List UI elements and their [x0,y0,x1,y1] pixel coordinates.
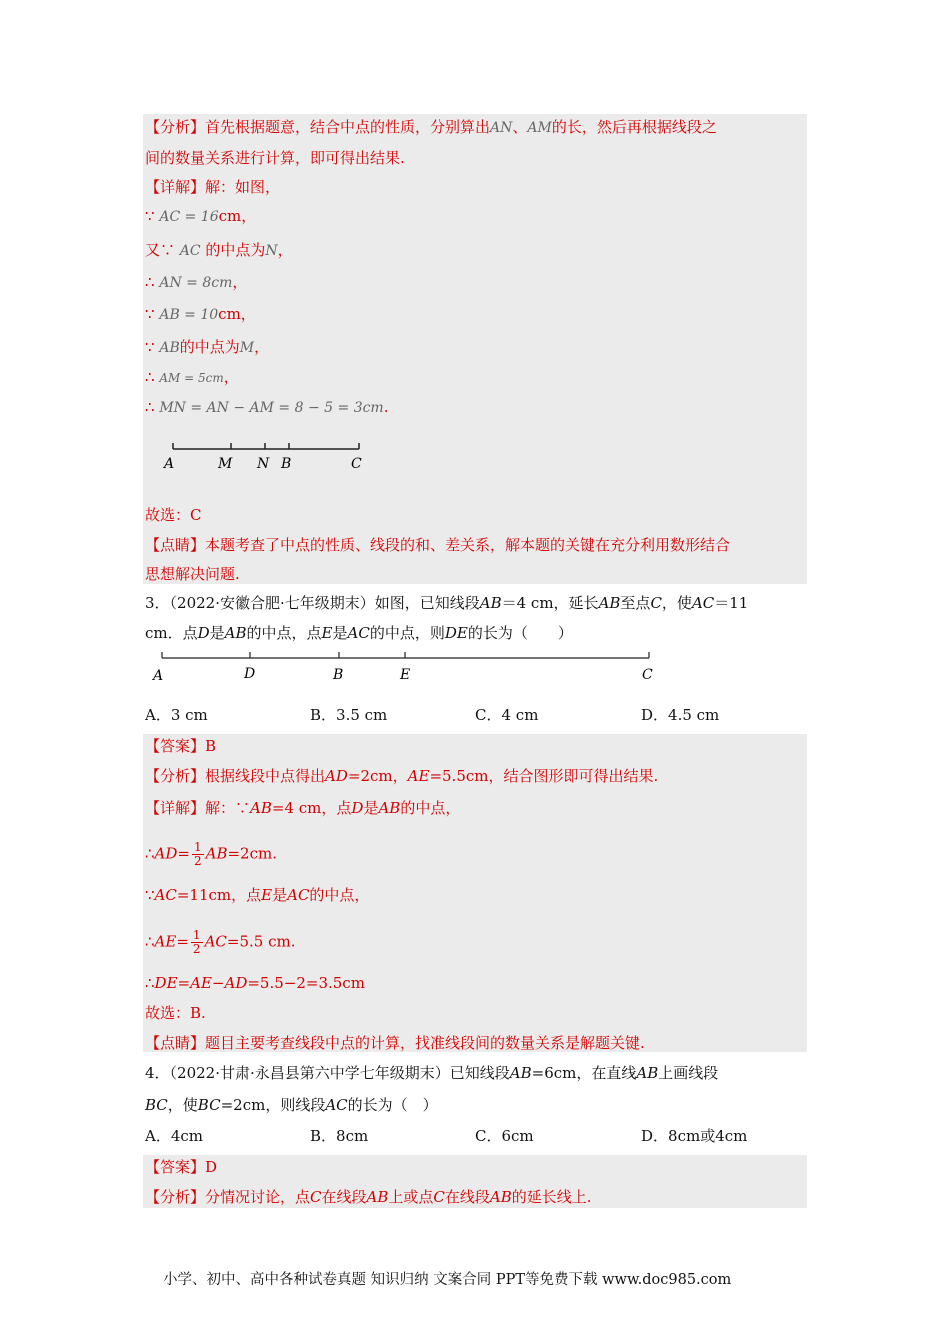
q4-analysis: 【分析】分情况讨论，点C在线段AB上或点C在线段AB的延长线上. [145,1188,592,1206]
step-4: ∵ AB = 10cm， [145,305,256,323]
q3-analysis: 【分析】根据线段中点得出AD=2cm，AE=5.5cm，结合图形即可得出结果. [145,767,659,785]
q3-option-d: D．4.5 cm [641,706,720,724]
analysis-line-1: 【分析】首先根据题意，结合中点的性质，分别算出AN、AM的长，然后再根据线段之 [145,118,717,136]
choice-line: 故选：C [145,506,202,524]
step-5: ∵ AB的中点为M， [145,338,270,356]
label-D: D [244,666,256,682]
step-3: ∴ AN = 8cm， [145,273,248,291]
q4-option-a: A．4cm [145,1127,204,1145]
segment-figure-top [160,438,380,478]
step-7: ∴ MN = AN − AM = 8 − 5 = 3cm. [145,398,389,416]
step-1: ∵ AC = 16cm， [145,207,257,225]
comment-line-1: 【点睛】本题考查了中点的性质、线段的和、差关系，解本题的关键在充分利用数形结合 [145,536,731,554]
q3-choice: 故选：B. [145,1004,206,1022]
label-C: C [642,667,653,683]
label-E: E [400,667,411,683]
q3-option-a: A．3 cm [145,706,208,724]
q3-step-4: ∴DE=AE−AD=5.5−2=3.5cm [145,974,365,992]
q4-option-d: D．8cm或4cm [641,1127,748,1145]
q3-option-b: B．3.5 cm [310,706,388,724]
q3-detail: 【详解】解：∵AB=4 cm，点D是AB的中点， [145,799,461,817]
q3-option-c: C．4 cm [475,706,539,724]
q3-stem-line-2: cm．点D是AB的中点，点E是AC的中点，则DE的长为（ ） [145,624,573,642]
label-A: A [153,668,164,684]
label-B: B [281,456,292,472]
q4-option-c: C．6cm [475,1127,534,1145]
label-N: N [257,456,270,472]
step-6: ∴ AM = 5cm， [145,368,239,386]
detail-line: 【详解】解：如图， [145,178,281,196]
comment-line-2: 思想解决问题. [145,565,240,583]
q4-option-b: B．8cm [310,1127,369,1145]
q4-stem-line-2: BC，使BC=2cm，则线段AC的长为（ ） [145,1096,438,1114]
page-footer: 小学、初中、高中各种试卷真题 知识归纳 文案合同 PPT等免费下载 www.doc985.com [163,1272,732,1288]
q3-stem-line-1: 3．（2022·安徽合肥·七年级期末）如图，已知线段AB＝4 cm，延长AB至点C，使AC＝11 [145,594,749,612]
q3-step-2: ∵AC=11cm，点E是AC的中点， [145,886,370,904]
q3-step-3: ∴AE= $\frac{1}{2}$ AC=5.5 cm. [145,928,296,956]
step-2: 又∵ AC 的中点为N， [145,241,293,259]
q3-comment: 【点睛】题目主要考查线段中点的计算，找准线段间的数量关系是解题关键. [145,1034,645,1052]
label-B: B [333,667,344,683]
label-A: A [164,456,175,472]
segment-figure-q3 [150,648,670,688]
q4-stem-line-1: 4．（2022·甘肃·永昌县第六中学七年级期末）已知线段AB=6cm，在直线AB上画线段 [145,1064,719,1082]
q3-step-1: ∴AD= $\frac{1}{2}$ AB=2cm. [145,840,277,868]
label-M: M [218,456,233,472]
analysis-line-2: 间的数量关系进行计算，即可得出结果. [145,149,405,167]
q4-answer: 【答案】D [145,1158,218,1176]
label-C: C [351,456,362,472]
q3-answer: 【答案】B [145,737,217,755]
